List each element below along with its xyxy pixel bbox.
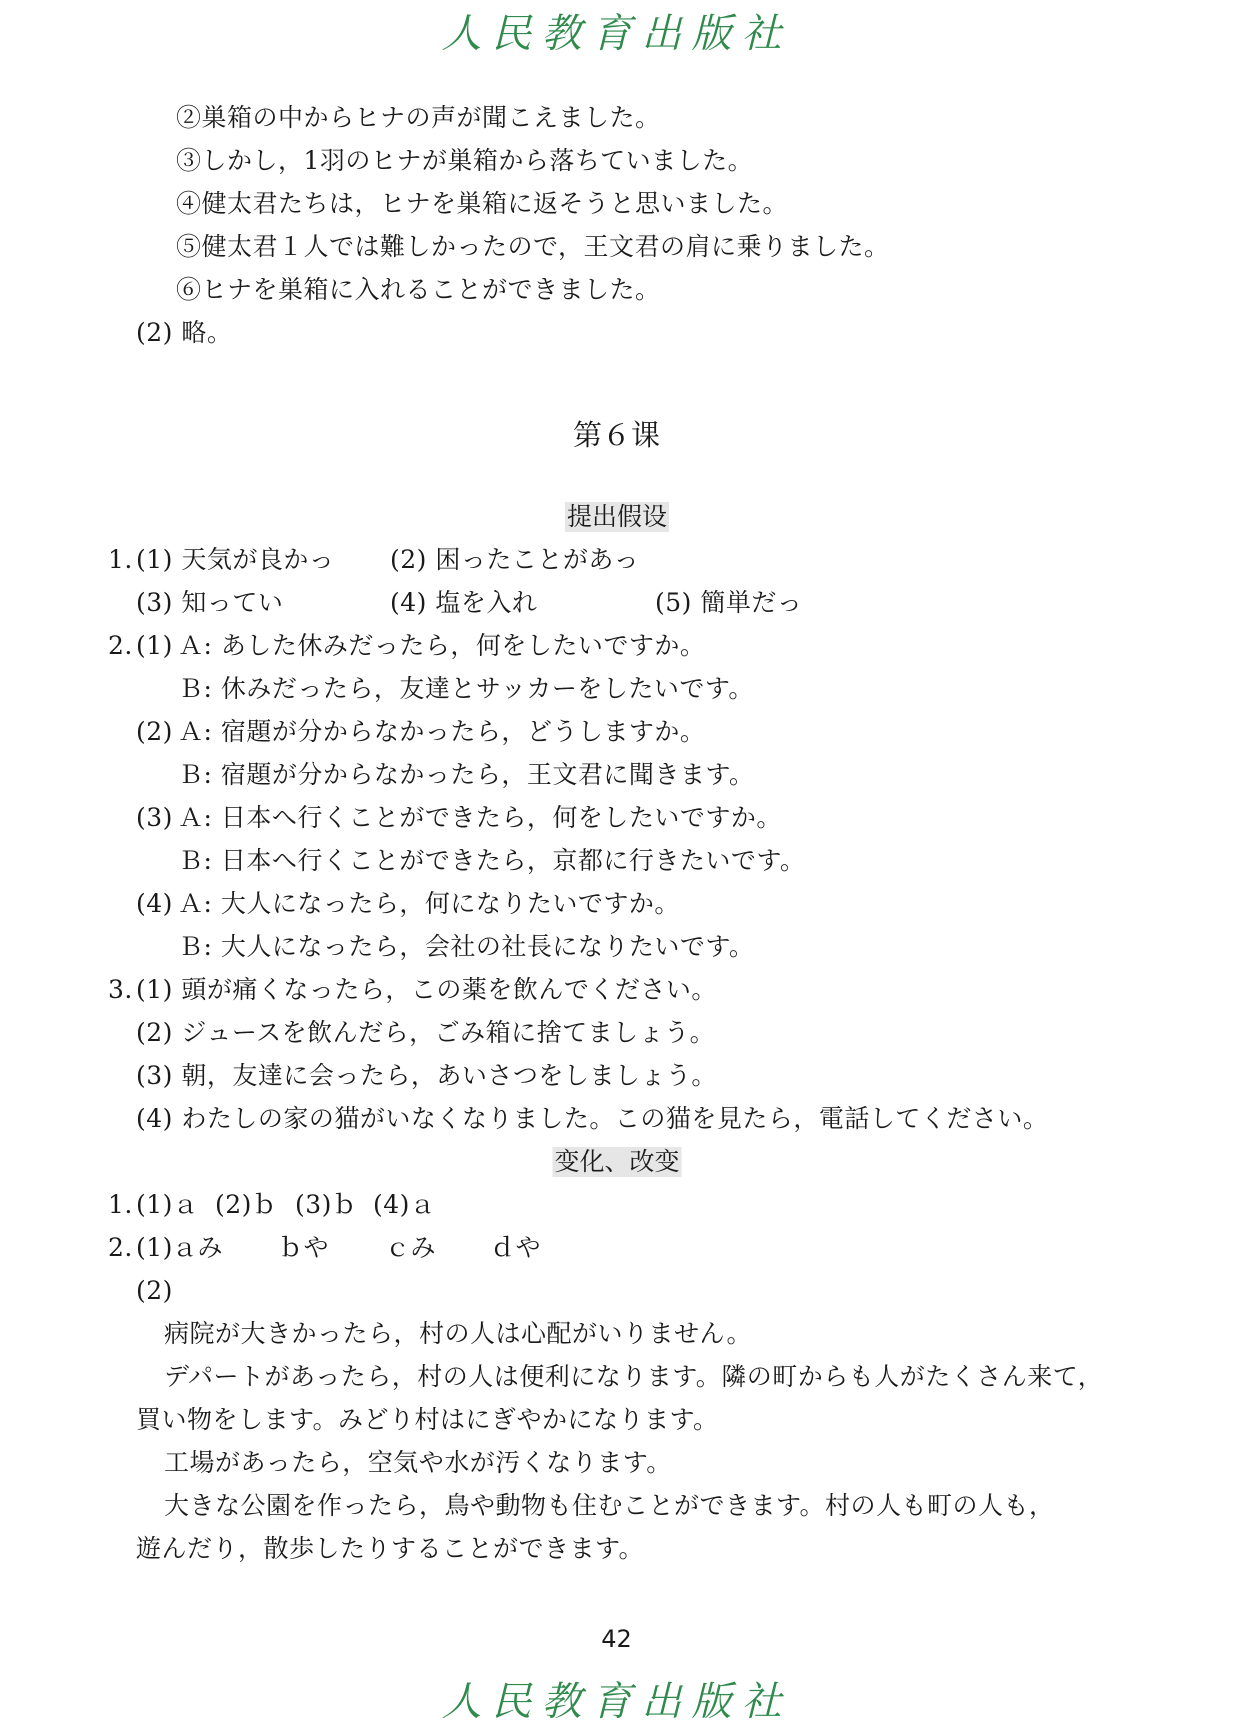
s1-q2-dialog-1-a: Ａ: あした休みだったら，何をしたいですか。 [178, 631, 706, 660]
top-item-5: ⑤健太君１人では難しかったので，王文君の肩に乗りました。 [176, 232, 890, 261]
top-item-6: ⑥ヒナを巣箱に入れることができました。 [176, 275, 661, 304]
s2-q2-number: 2. [108, 1233, 133, 1262]
s1-q1-answer-4: (4) 塩を入れ [390, 588, 538, 617]
s1-q2-dialog-3-a: Ａ: 日本へ行くことができたら，何をしたいですか。 [178, 803, 782, 832]
s1-q2-dialog-3-label: (3) [136, 803, 173, 832]
s2-q1-number: 1. [108, 1190, 133, 1219]
s1-q2-dialog-2-label: (2) [136, 717, 173, 746]
s1-q3-item-4: (4) わたしの家の猫がいなくなりました。この猫を見たら，電話してください。 [136, 1104, 1049, 1133]
s1-q3-number: 3. [108, 975, 133, 1004]
s1-q1-answer-5: (5) 簡単だっ [655, 588, 803, 617]
s1-q3-item-3: (3) 朝，友達に会ったら，あいさつをしましょう。 [136, 1061, 717, 1090]
s2-q2-paragraph-line: 大きな公園を作ったら，鳥や動物も住むことができます。村の人も町の人も， [164, 1491, 1055, 1520]
s2-q2-sub2-label: (2) [136, 1276, 173, 1305]
top-item-4: ④健太君たちは，ヒナを巣箱に返そうと思いました。 [176, 189, 789, 218]
s2-q2-sub1-answer-d: ｄや [490, 1233, 542, 1262]
s2-q2-sub1-answer-c: ｃみ [385, 1233, 437, 1262]
s1-q2-dialog-2-b: Ｂ: 宿題が分からなかったら，王文君に聞きます。 [178, 760, 755, 789]
section-heading-change: 变化、改变 [554, 1147, 680, 1176]
s2-q2-paragraph-line: 遊んだり，散歩したりすることができます。 [136, 1534, 645, 1563]
s2-q2-paragraph-line: 買い物をします。みどり村はにぎやかになります。 [136, 1405, 719, 1434]
s2-q2-sub1-label: (1) [136, 1233, 173, 1262]
s1-q2-number: 2. [108, 631, 133, 660]
page-number: 42 [601, 1625, 632, 1653]
s2-q2-paragraph-line: 病院が大きかったら，村の人は心配がいりません。 [164, 1319, 753, 1348]
top-item-3: ③しかし，1羽のヒナが巣箱から落ちていました。 [176, 146, 754, 175]
s1-q3-item-1: (1) 頭が痛くなったら，この薬を飲んでください。 [136, 975, 717, 1004]
s2-q2-sub1-answer-a: ａみ [172, 1233, 224, 1262]
s2-q1-answer-2: (2)ｂ [215, 1190, 278, 1219]
section-heading-hypothesis: 提出假设 [566, 502, 668, 531]
publisher-logo-header: 人民教育出版社 [441, 11, 792, 57]
s1-q1-answer-3: (3) 知ってい [136, 588, 284, 617]
s1-q1-answer-2: (2) 困ったことがあっ [390, 545, 640, 574]
s1-q2-dialog-1-b: Ｂ: 休みだったら，友達とサッカーをしたいです。 [178, 674, 754, 703]
s1-q3-item-2: (2) ジュースを飲んだら，ごみ箱に捨てましょう。 [136, 1018, 716, 1047]
top-item-2: ②巣箱の中からヒナの声が聞こえました。 [176, 103, 661, 132]
s1-q2-dialog-4-b: Ｂ: 大人になったら，会社の社長になりたいです。 [178, 932, 755, 961]
lesson-title: 第６课 [572, 418, 660, 452]
s2-q1-answer-1: (1)ａ [136, 1190, 199, 1219]
s1-q2-dialog-2-a: Ａ: 宿題が分からなかったら，どうしますか。 [178, 717, 706, 746]
s2-q2-paragraph-line: 工場があったら，空気や水が汚くなります。 [164, 1448, 672, 1477]
publisher-logo-footer: 人民教育出版社 [441, 1679, 792, 1725]
s1-q2-dialog-3-b: Ｂ: 日本へ行くことができたら，京都に行きたいです。 [178, 846, 806, 875]
s1-q2-dialog-1-label: (1) [136, 631, 173, 660]
s2-q1-answer-4: (4)ａ [373, 1190, 436, 1219]
s1-q2-dialog-4-label: (4) [136, 889, 173, 918]
s2-q2-sub1-answer-b: ｂや [278, 1233, 330, 1262]
s2-q1-answer-3: (3)ｂ [295, 1190, 358, 1219]
s1-q1-answer-1: (1) 天気が良かっ [136, 545, 335, 574]
s2-q2-paragraph-line: デパートがあったら，村の人は便利になります。隣の町からも人がたくさん来て， [164, 1362, 1104, 1391]
s1-q1-number: 1. [108, 545, 133, 574]
top-q2: (2) 略。 [136, 318, 233, 347]
s1-q2-dialog-4-a: Ａ: 大人になったら，何になりたいですか。 [178, 889, 680, 918]
